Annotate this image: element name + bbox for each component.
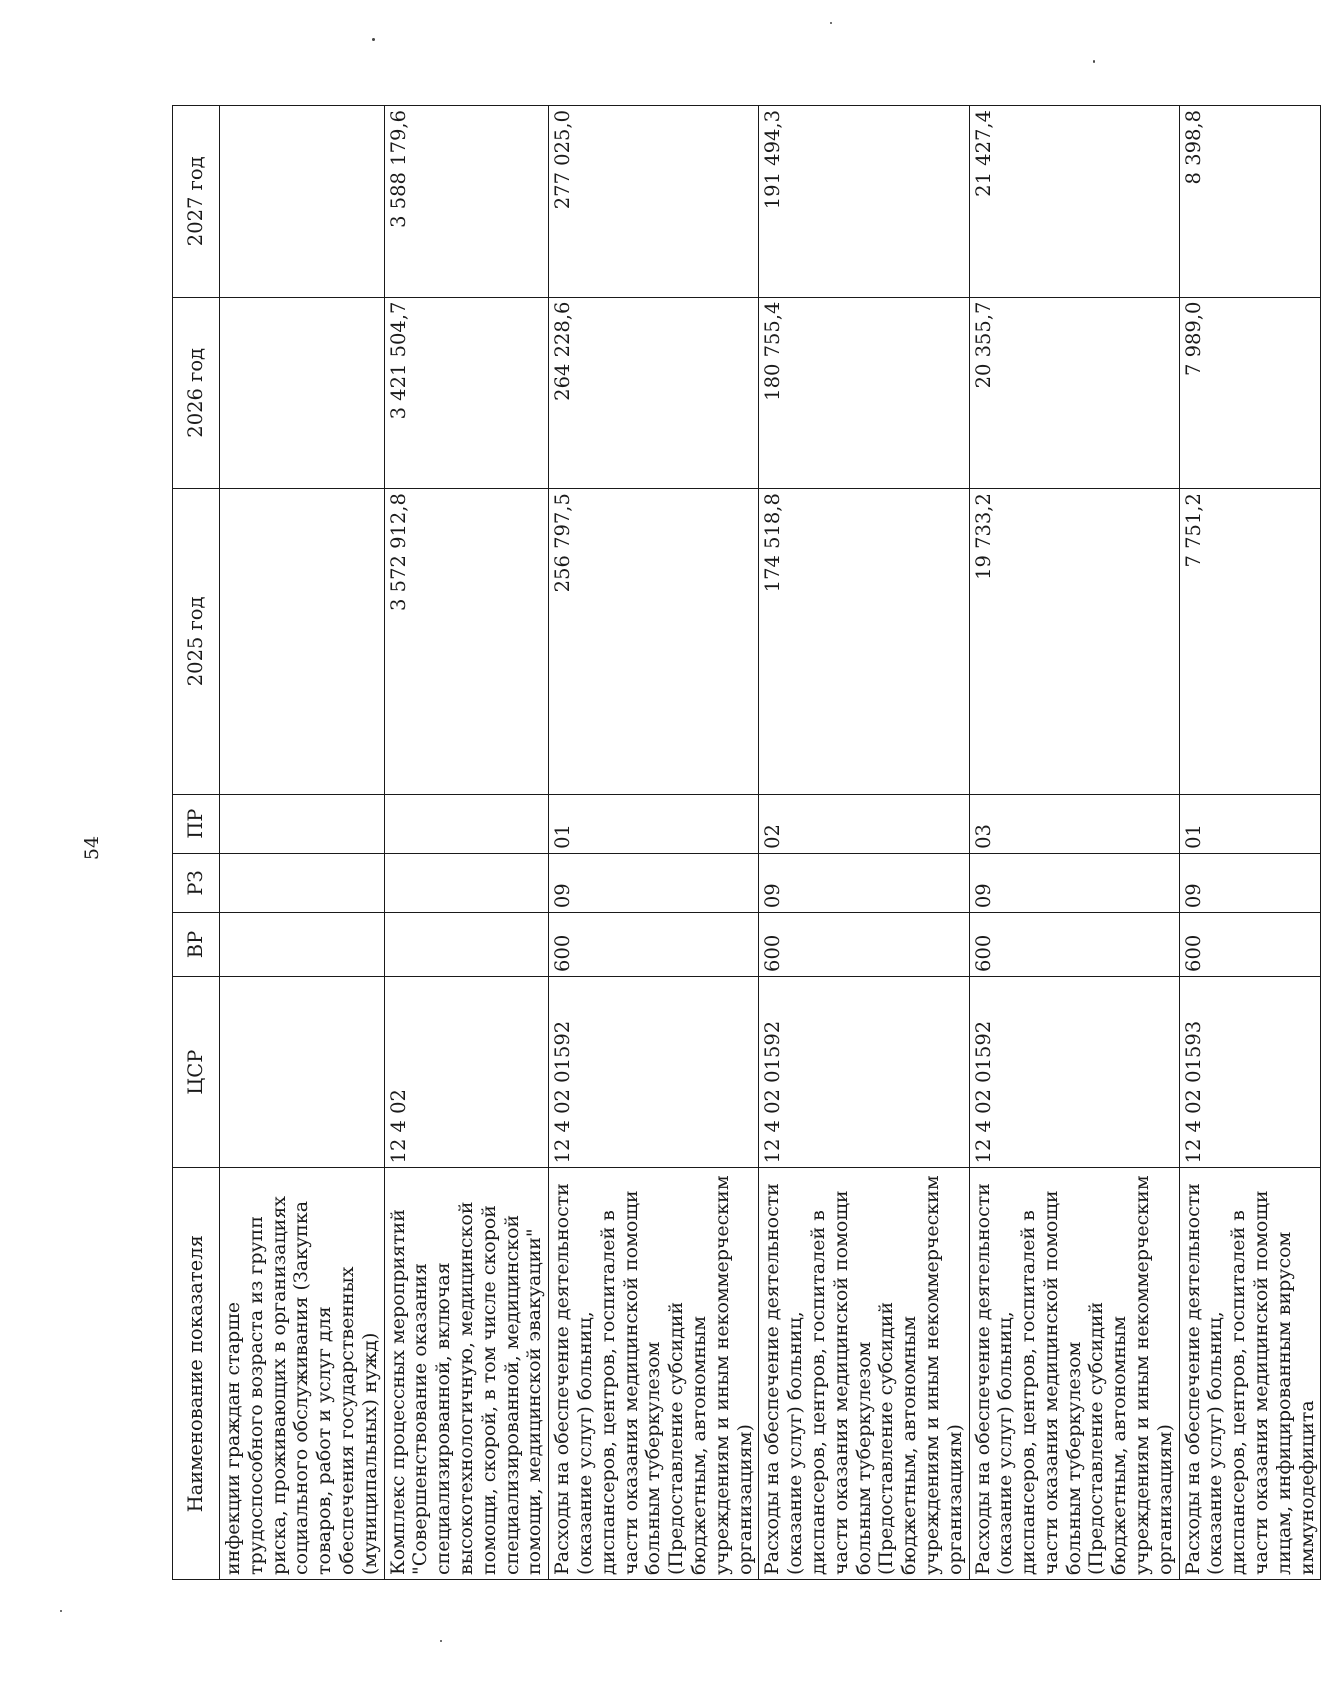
- row-2025: 256 797,5: [549, 489, 759, 795]
- header-pr: ПР: [173, 794, 220, 853]
- row-name: Расходы на обеспечение деятельности (оказание услуг) больниц, диспансеров, центров, госпиталей в части оказания медицинской помощи больным туберкулезом (Предоставление субсидий бюджетным, автономным учреждениям и иным некоммерческим организациям): [969, 1168, 1179, 1580]
- row-csr: 12 4 02 01593: [1179, 976, 1321, 1168]
- row-rz: 09: [549, 853, 759, 912]
- row-vr: 600: [1179, 913, 1321, 977]
- row-2025: 174 518,8: [759, 489, 969, 795]
- row-csr: 12 4 02 01592: [969, 976, 1179, 1168]
- row-2026: 3 421 504,7: [384, 297, 549, 489]
- header-2027: 2027 год: [173, 106, 220, 298]
- row-2026: 180 755,4: [759, 297, 969, 489]
- table-row: [759, 106, 969, 1580]
- scan-speck: [1093, 60, 1095, 63]
- row-pr: 01: [549, 794, 759, 853]
- row-2027: 21 427,4: [969, 106, 1179, 298]
- row-2026: 20 355,7: [969, 297, 1179, 489]
- row-2027: 3 588 179,6: [384, 106, 549, 298]
- row-2027: 277 025,0: [549, 106, 759, 298]
- row-2025: 3 572 912,8: [384, 489, 549, 795]
- header-2025: 2025 год: [173, 489, 220, 795]
- row-pr: [384, 794, 549, 853]
- row-2026: 7 989,0: [1179, 297, 1321, 489]
- row-2027: 8 398,8: [1179, 106, 1321, 298]
- row-vr: [384, 913, 549, 977]
- row-vr: 600: [759, 913, 969, 977]
- row-name: Расходы на обеспечение деятельности (оказание услуг) больниц, диспансеров, центров, госпиталей в части оказания медицинской помощи больным туберкулезом (Предоставление субсидий бюджетным, автономным учреждениям и иным некоммерческим организациям): [759, 1168, 969, 1580]
- row-vr: 600: [969, 913, 1179, 977]
- row-pr: 02: [759, 794, 969, 853]
- row-name: Расходы на обеспечение деятельности (оказание услуг) больниц, диспансеров, центров, госпиталей в части оказания медицинской помощи больным туберкулезом (Предоставление субсидий бюджетным, автономным учреждениям и иным некоммерческим организациям): [549, 1168, 759, 1580]
- row-2025: 19 733,2: [969, 489, 1179, 795]
- budget-table: [172, 105, 1321, 1580]
- row-csr: [220, 976, 385, 1168]
- table-row: [1179, 106, 1321, 1580]
- row-name: Комплекс процессных мероприятий "Совершенствование оказания специализированной, включая высокотехнологичную, медицинской помощи, скорой, в том числе скорой специализированной, медицинской помощи, медицинской эвакуации": [384, 1168, 549, 1580]
- table-row: [220, 106, 385, 1580]
- row-vr: 600: [549, 913, 759, 977]
- row-2027: [220, 106, 385, 298]
- row-2025: 7 751,2: [1179, 489, 1321, 795]
- header-vr: ВР: [173, 913, 220, 977]
- row-pr: 01: [1179, 794, 1321, 853]
- scan-speck: [440, 1640, 442, 1642]
- row-pr: [220, 794, 385, 853]
- row-rz: [384, 853, 549, 912]
- row-rz: [220, 853, 385, 912]
- row-csr: 12 4 02 01592: [759, 976, 969, 1168]
- scan-speck: [372, 38, 375, 41]
- header-2026: 2026 год: [173, 297, 220, 489]
- header-csr: ЦСР: [173, 976, 220, 1168]
- scan-speck: [830, 22, 832, 24]
- rotated-table-wrapper: [172, 105, 1318, 1580]
- header-rz: РЗ: [173, 853, 220, 912]
- page-number: 54: [81, 835, 103, 861]
- scan-speck: [60, 1610, 62, 1612]
- row-rz: 09: [759, 853, 969, 912]
- table-row: [549, 106, 759, 1580]
- row-2027: 191 494,3: [759, 106, 969, 298]
- row-2026: [220, 297, 385, 489]
- row-name: инфекции граждан старше трудоспособного возраста из групп риска, проживающих в организациях социального обслуживания (Закупка товаров, работ и услуг для обеспечения государственных (муниципальных) нужд): [220, 1168, 385, 1580]
- row-vr: [220, 913, 385, 977]
- header-name: Наименование показателя: [173, 1168, 220, 1580]
- row-name: Расходы на обеспечение деятельности (оказание услуг) больниц, диспансеров, центров, госпиталей в части оказания медицинской помощи лицам, инфицированным вирусом иммунодефицита: [1179, 1168, 1321, 1580]
- row-csr: 12 4 02 01592: [549, 976, 759, 1168]
- row-2026: 264 228,6: [549, 297, 759, 489]
- row-2025: [220, 489, 385, 795]
- header-row: [173, 106, 220, 1580]
- table-row: [969, 106, 1179, 1580]
- row-pr: 03: [969, 794, 1179, 853]
- row-rz: 09: [969, 853, 1179, 912]
- row-csr: 12 4 02: [384, 976, 549, 1168]
- row-rz: 09: [1179, 853, 1321, 912]
- table-row: [384, 106, 549, 1580]
